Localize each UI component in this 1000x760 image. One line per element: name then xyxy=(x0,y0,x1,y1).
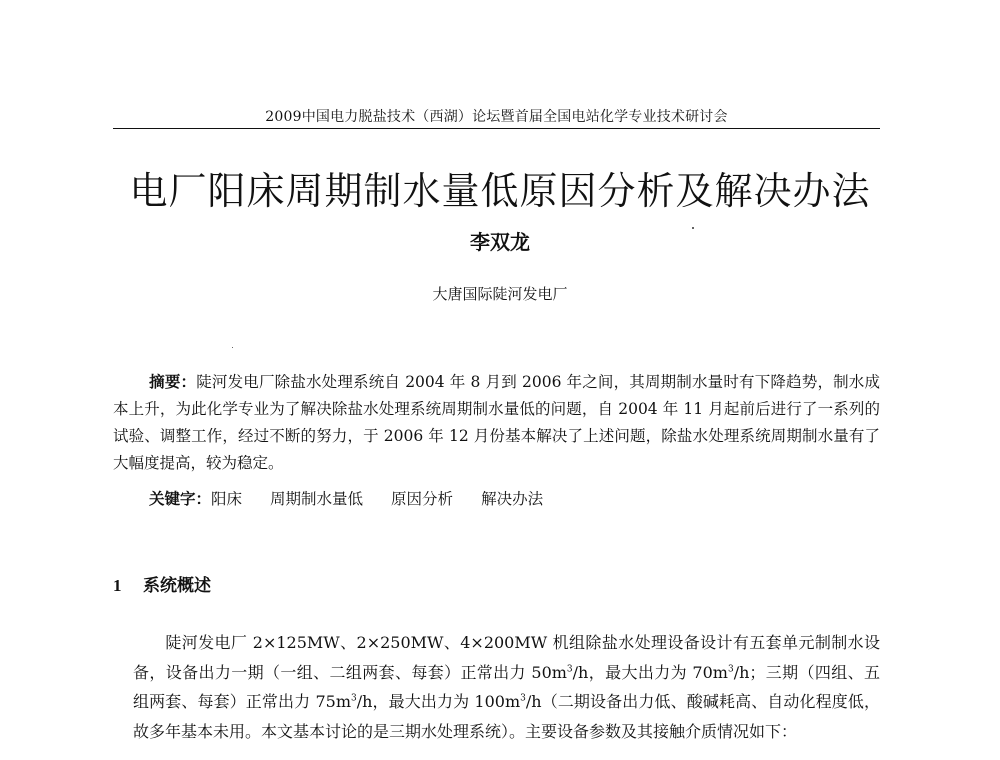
keyword: 周期制水量低 xyxy=(270,490,364,508)
affiliation: 大唐国际陡河发电厂 xyxy=(432,285,568,303)
superscript: 3 xyxy=(351,693,357,704)
keywords-label: 关键字： xyxy=(149,489,212,508)
body-paragraph xyxy=(133,628,880,746)
superscript: 3 xyxy=(566,664,573,675)
abstract-label: 摘要： xyxy=(149,372,197,391)
keyword: 阳床 xyxy=(211,490,243,508)
keywords xyxy=(113,485,880,513)
superscript: 3 xyxy=(727,664,734,675)
abstract xyxy=(113,368,880,477)
section-number: 1 xyxy=(113,576,122,595)
text-run: /h（二期设备出力低、酸碱耗高、自动化程度低，故多年基本未用。本文基本讨论的是三期水处理系统）。主要设备参数及其接触介质情况如下： xyxy=(133,692,880,741)
author-name: 李双龙 xyxy=(470,230,530,254)
abstract-text: 陡河发电厂除盐水处理系统自 2004 年 8 月到 2006 年之间，其周期制水量时有下降趋势，制水成本上升，为此化学专业为了解决除盐水处理系统周期制水量低的问题，自 2004 年 11 月起前后进行了一系列的试验、调整工作，经过不断的努力，于 2006 年 12 月份基本解决了上述问题，除盐水处理系统周期制水量有了大幅度提高，较为稳定。 xyxy=(113,373,880,472)
section-title: 系统概述 xyxy=(143,576,211,596)
text-run: /h，最大出力为 70m xyxy=(572,662,728,682)
text-run: /h；三期（四组、五组两套、每套）正常出力 75m xyxy=(133,662,880,711)
text-run: /h，最大出力为 100m xyxy=(356,692,521,711)
section-heading xyxy=(113,571,211,596)
superscript: 3 xyxy=(520,693,526,704)
keyword: 原因分析 xyxy=(391,490,454,508)
scan-speck xyxy=(232,347,233,348)
header-divider xyxy=(113,128,880,129)
text-run: 陡河发电厂 2×125MW、2×250MW、4×200MW 机组除盐水处理设备设计有五套单元制制水设备，设备出力一期（一组、二组两套、每套）正常出力 50m xyxy=(133,633,880,682)
paper-title: 电厂阳床周期制水量低原因分析及解决办法 xyxy=(129,169,871,213)
keyword: 解决办法 xyxy=(481,490,544,508)
running-header: 2009中国电力脱盐技术（西湖）论坛暨首届全国电站化学专业技术研讨会 xyxy=(265,109,728,125)
